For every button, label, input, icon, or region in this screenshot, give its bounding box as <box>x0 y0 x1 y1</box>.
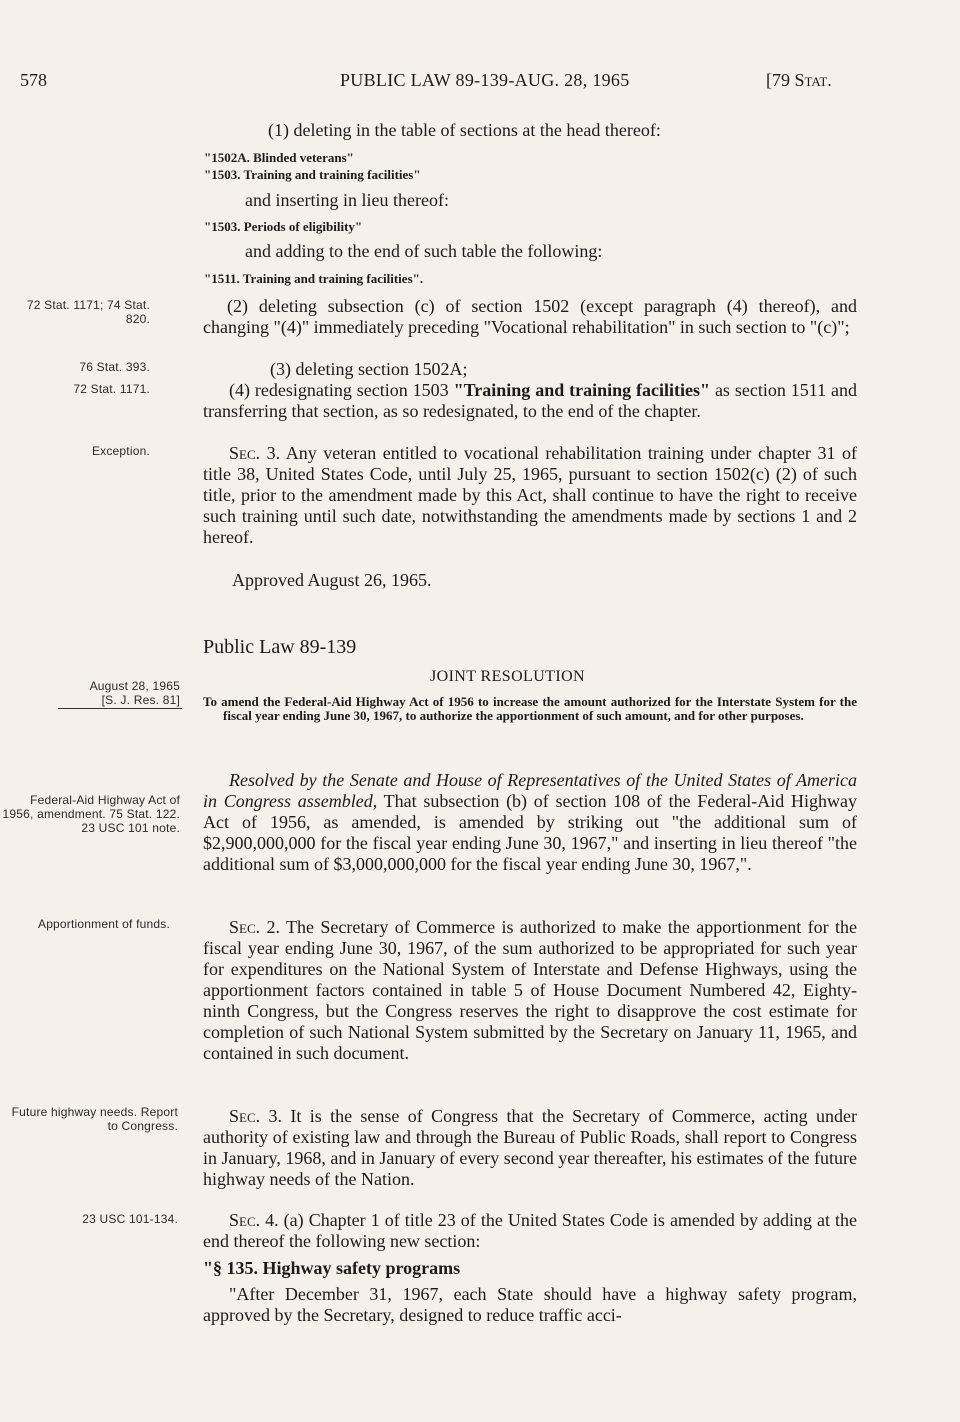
section-text: (a) Chapter 1 of title 23 of the United States Code is amended by adding at the end thereof the following new section: <box>203 1210 857 1251</box>
approval-date: Approved August 26, 1965. <box>232 570 432 590</box>
margin-divider <box>58 708 182 709</box>
section-2-apportionment <box>203 917 857 1064</box>
table-entry-1503-old: "1503. Training and training facilities" <box>204 167 421 182</box>
running-title: PUBLIC LAW 89-139-AUG. 28, 1965 <box>340 70 630 90</box>
margin-note-stat-1171: 72 Stat. 1171. <box>73 382 150 396</box>
section-3-veteran-rehab <box>203 443 857 548</box>
margin-note-usc-101-134: 23 USC 101-134. <box>82 1212 178 1226</box>
item-4-rest: as section 1511 and transferring that section, as so redesignated, to the end of the chapter. <box>203 380 857 421</box>
and-inserting-text: and inserting in lieu thereof: <box>245 190 449 210</box>
table-entry-1503-new: "1503. Periods of eligibility" <box>204 219 363 234</box>
joint-resolution-label: JOINT RESOLUTION <box>430 668 585 685</box>
item-3: (3) deleting section 1502A; <box>270 359 468 379</box>
item-4-lead: (4) redesignating section 1503 <box>229 380 454 400</box>
public-law-title: Public Law 89-139 <box>203 636 357 658</box>
item-4-section-name: "Training and training facilities" <box>453 380 711 400</box>
section-label: Sec. 3. <box>229 443 281 463</box>
enacting-clause <box>203 770 857 875</box>
margin-note-date: August 28, 1965 <box>89 679 180 693</box>
table-entry-1511: "1511. Training and training facilities". <box>204 271 424 286</box>
section-135-heading: "§ 135. Highway safety programs <box>203 1258 461 1278</box>
margin-note-stat-1171-820: 72 Stat. 1171; 74 Stat. 820. <box>26 298 150 326</box>
and-adding-text: and adding to the end of such table the following: <box>245 241 603 261</box>
section-text: The Secretary of Commerce is authorized to make the apportionment for the fiscal year ending June 30, 1967, of the sum authorized to be appropriated for such year for expenditures on the National System of Interstate and Defense Highways, using the apportionment factors contained in table 5 of House Document Numbered 42, Eighty-ninth Congress, but the Congress reserves the right to disapprove the cost estimate for completion of such National System submitted by the Secretary on January 11, 1965, and contained in such document. <box>203 917 857 1063</box>
volume-citation: [79 Stat. <box>766 70 832 90</box>
item-4 <box>203 380 857 422</box>
item-1-intro: (1) deleting in the table of sections at the head thereof: <box>268 120 661 140</box>
section-label: Sec. 2. <box>229 917 280 937</box>
section-135-text: "After December 31, 1967, each State should have a highway safety program, approved by the Secretary, designed to reduce traffic acci- <box>203 1284 857 1325</box>
section-text: Any veteran entitled to vocational rehabilitation training under chapter 31 of title 38, United States Code, until July 25, 1965, pursuant to section 1502(c) (2) of such title, prior to the amendment made by this Act, shall continue to have the right to receive such training until such date, notwithstanding the amendments made by sections 1 and 2 hereof. <box>203 443 857 547</box>
margin-note-sjres: [S. J. Res. 81] <box>101 693 180 707</box>
table-entry-1502a: "1502A. Blinded veterans" <box>204 150 354 165</box>
margin-note-apportionment: Apportionment of funds. <box>37 917 170 931</box>
section-label: Sec. 3. <box>229 1106 282 1126</box>
page-number: 578 <box>20 70 47 90</box>
section-3-report <box>203 1106 857 1190</box>
margin-note-stat-393: 76 Stat. 393. <box>79 360 150 374</box>
section-4-amendment <box>203 1210 857 1252</box>
margin-note-exception: Exception. <box>91 444 150 458</box>
margin-note-future-needs: Future highway needs. Report to Congress. <box>11 1105 178 1133</box>
enacting-words: Resolved by the Senate and House of Representatives of the United States of America in Congress assembled, <box>203 770 857 811</box>
section-text: It is the sense of Congress that the Secretary of Commerce, acting under authority of existing law and through the Bureau of Public Roads, shall report to Congress in January, 1968, and in January of every second year thereafter, his estimates of the future highway needs of the Nation. <box>203 1106 857 1189</box>
resolution-purpose: To amend the Federal-Aid Highway Act of 1956 to increase the amount authorized for the Interstate System for the fiscal year ending June 30, 1967, to authorize the apportionment of such amount, and for other purposes. <box>203 694 857 723</box>
section-label: Sec. 4. <box>229 1210 279 1230</box>
margin-note-highway-act: Federal-Aid Highway Act of 1956, amendment. 75 Stat. 122. 23 USC 101 note. <box>2 793 180 835</box>
item-2: (2) deleting subsection (c) of section 1502 (except paragraph (4) thereof), and changing "(4)" immediately preceding "Vocational rehabilitation" in such section to "(c)"; <box>203 296 857 337</box>
enacting-text: That subsection (b) of section 108 of the Federal-Aid Highway Act of 1956, as amended, is amended by striking out "the additional sum of $2,900,000,000 for the fiscal year ending June 30, 1967," and inserting in lieu thereof "the additional sum of $3,000,000,000 for the fiscal year ending June 30, 1967,". <box>203 791 857 874</box>
